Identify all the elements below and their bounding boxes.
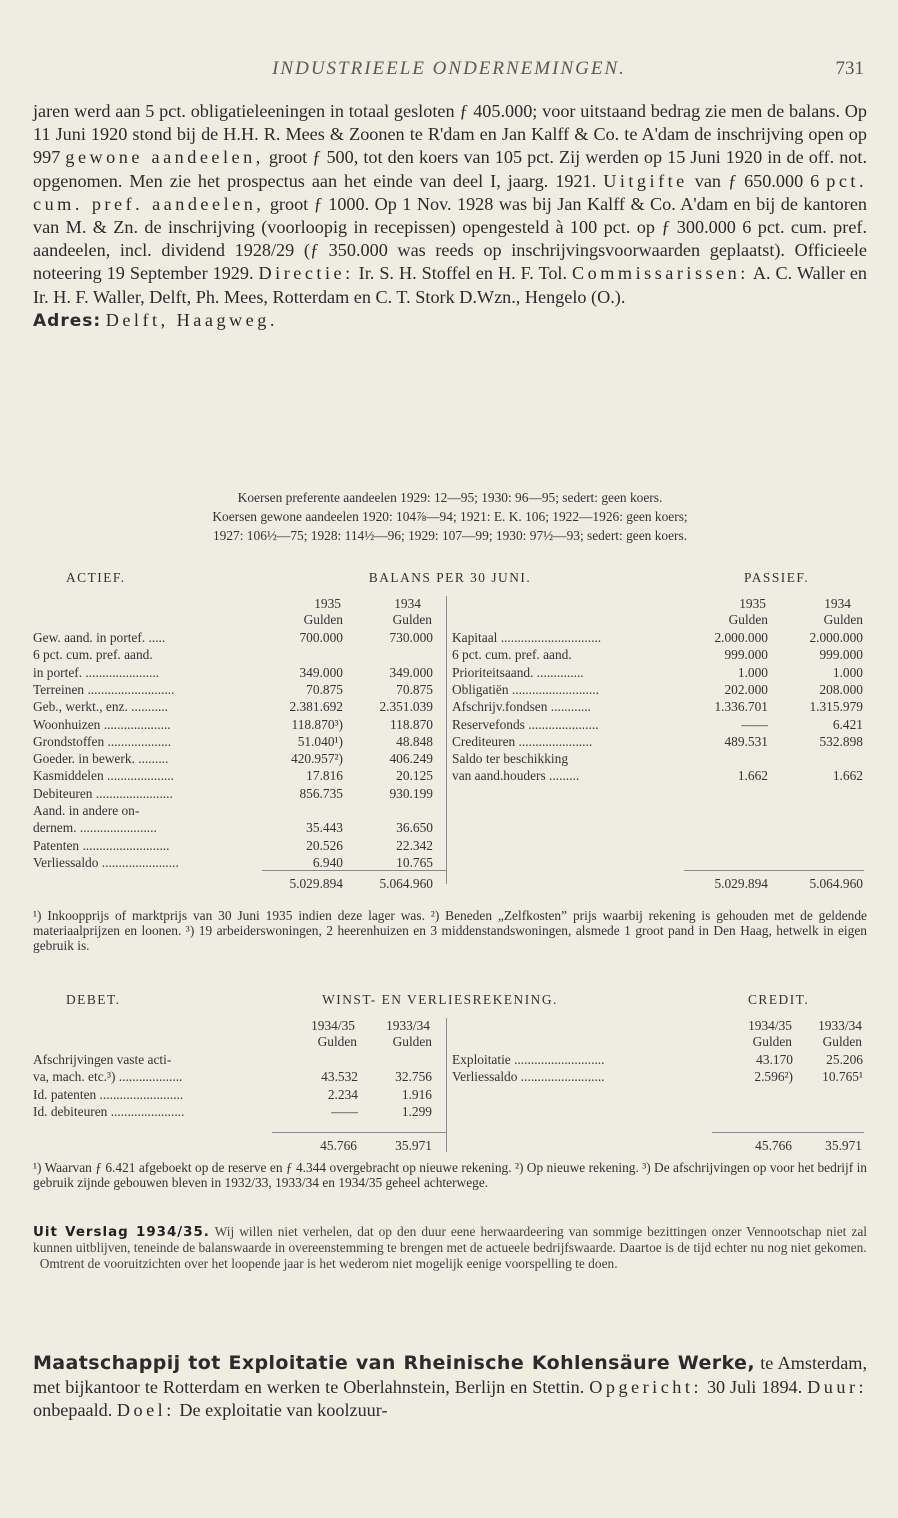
actief-row-value: 2.351.039	[379, 699, 433, 715]
intro-text: groot ƒ 1000. Op 1 Nov. 1928 was bij Jan Kalff & Co. A'dam en bij de kantoren van M. & Zn. de inschrijving (voorloopig in recepissen) opengesteld à 100 pct. op ƒ 300.000 6 pct. cum. pref. aandeelen, incl. dividend 1928/29 (ƒ 350.000 was reeds op inschrijvingsvoorwaarden geplaatst). Officieele noteering 19 September 1929.	[33, 193, 868, 284]
passief-row-label: Afschrijv.fondsen ............	[452, 699, 591, 715]
adres-value: Delft, Haagweg.	[105, 309, 278, 330]
verslag-paragraph-1: Wij willen niet verhelen, dat op den duur eene herwaardeering van sommige bezittingen onzer Vennootschap niet zal kunnen uitblijven, teneinde de balanswaarde in overeenstemming te brengen met de actueele bedrijfswaarde. Daartoe is de tijd echter nu nog niet gekomen.	[33, 1224, 867, 1256]
actief-row-label: Goeder. in bewerk. .........	[33, 751, 169, 767]
debet-unit-2: Gulden	[392, 1034, 432, 1049]
actief-row-label: Debiteuren .......................	[33, 785, 173, 801]
running-header	[0, 58, 898, 88]
passief-col-1934: 1934	[824, 596, 851, 611]
passief-row-value: 1.315.979	[809, 699, 863, 715]
intro-text: groot ƒ 500, tot den koers van 105 pct. Zij werden op 15 Juni 1920 in de off. not. opgenomen. Men zie het prospectus aan het einde van deel I, jaarg. 1921.	[33, 147, 868, 191]
passief-row-value: 999.000	[724, 647, 768, 663]
actief-row-value: 20.526	[306, 837, 343, 853]
actief-row-label: Verliessaldo .......................	[33, 854, 179, 870]
debet-total-2: 35.971	[395, 1138, 432, 1153]
credit-unit-2: Gulden	[822, 1034, 862, 1049]
passief-row-label: Kapitaal ..............................	[452, 630, 602, 645]
actief-row-label: Grondstoffen ...................	[33, 733, 172, 749]
koersen-gewone-cont: 1927: 106½—75; 1928: 114½—96; 1929: 107—99; 1930: 97½—93; sedert: geen koers.	[212, 528, 688, 543]
actief-row-value: 22.342	[396, 837, 433, 853]
actief-row-value: 17.816	[306, 768, 343, 784]
debet-row-value: 43.532	[321, 1069, 358, 1085]
actief-row-value: 6.940	[312, 854, 343, 870]
commissarissen-value: A. C. Waller en Ir. H. F. Waller, Delft, Ph. Mees, Rotterdam en C. T. Stork D.Wzn., Hengelo (O.).	[33, 263, 868, 307]
koersen-gewone: Koersen gewone aandeelen 1920: 104⅞—94; 1921: E. K. 106; 1922—1926: geen koers;	[212, 509, 688, 524]
commissarissen-label: Commissarissen:	[572, 263, 749, 284]
actief-col-1935: 1935	[314, 596, 341, 611]
actief-row-label: 6 pct. cum. pref. aand.	[33, 647, 153, 663]
passief-row-value: 6.421	[832, 716, 863, 732]
credit-total-1: 45.766	[755, 1138, 792, 1153]
actief-unit-1: Gulden	[303, 612, 343, 627]
actief-row-value: 118.870³)	[291, 716, 343, 732]
debet-row-label: va, mach. etc.³) ...................	[33, 1069, 183, 1085]
passief-row-value: 532.898	[819, 733, 863, 749]
actief-total-1935: 5.029.894	[289, 876, 343, 891]
passief-row-value: 1.662	[832, 768, 863, 784]
passief-row-value: 1.336.701	[714, 699, 768, 715]
opgericht-label: Opgericht:	[589, 1376, 702, 1397]
actief-row-value: 2.381.692	[289, 699, 343, 715]
actief-row-value: 10.765	[396, 854, 433, 870]
credit-row-value: 43.170	[756, 1052, 793, 1067]
passief-row-value: 208.000	[819, 681, 863, 697]
actief-row-value: 51.040¹)	[297, 733, 343, 749]
actief-row-value: 349.000	[389, 664, 433, 680]
passief-row-label: Obligatiën ..........................	[452, 681, 599, 697]
passief-row-value: 2.000.000	[809, 630, 863, 645]
actief-total-rule	[262, 870, 446, 871]
debet-col-2: 1933/34	[386, 1018, 430, 1033]
actief-row-value: 35.443	[306, 820, 343, 836]
passief-col-1935: 1935	[739, 596, 766, 611]
passief-row-value: 1.000	[737, 664, 768, 680]
opgericht-value: 30 Juli 1894.	[706, 1376, 803, 1397]
actief-unit-2: Gulden	[392, 612, 432, 627]
credit-total-rule	[712, 1132, 864, 1133]
doel-label: Doel:	[116, 1400, 175, 1420]
actief-row-value: 349.000	[299, 664, 343, 680]
debet-row-label: Afschrijvingen vaste acti-	[33, 1052, 172, 1067]
debet-row-label: Id. debiteuren ......................	[33, 1103, 185, 1119]
credit-total-2: 35.971	[825, 1138, 862, 1153]
profit-loss-account	[0, 992, 898, 1162]
credit-row-label: Exploitatie ...........................	[452, 1052, 605, 1067]
balans-footnote: ¹) Inkoopprijs of marktprijs van 30 Juni 1935 indien deze lager was. ²) Beneden „Zelfkosten” prijs waarbij rekening is gehouden met de geldende materiaalprijzen en loonen. ³) 19 arbeiderswoningen, 2 heerenhuizen en 3 middenstandswoningen, alsmede 1 groot pand in Den Haag, hetwelk in eigen gebruik is.	[33, 908, 867, 953]
debet-total-rule	[272, 1132, 446, 1133]
actief-label: ACTIEF.	[66, 570, 126, 585]
actief-row-label: Gew. aand. in portef. .....	[33, 630, 166, 645]
duur-value: onbepaald.	[33, 1400, 113, 1420]
passief-row-value: ——	[741, 716, 768, 732]
duur-label: Duur:	[807, 1376, 868, 1397]
actief-row-label: Geb., werkt., enz. ...........	[33, 699, 168, 715]
credit-col-1: 1934/35	[748, 1018, 792, 1033]
debet-col-1: 1934/35	[311, 1018, 355, 1033]
passief-row-label: Prioriteitsaand. ..............	[452, 664, 584, 680]
actief-row-label: in portef. ......................	[33, 664, 160, 680]
debet-row-value: 32.756	[395, 1069, 432, 1085]
passief-row-value: 1.000	[832, 664, 863, 680]
actief-col-1934: 1934	[394, 596, 421, 611]
credit-row-value: 25.206	[826, 1052, 863, 1067]
passief-row-label: Crediteuren ......................	[452, 733, 593, 749]
actief-row-value: 36.650	[396, 820, 433, 836]
passief-total-1934: 5.064.960	[809, 876, 863, 891]
winst-divider	[446, 1018, 447, 1152]
balance-sheet	[0, 570, 898, 890]
passief-row-value: 202.000	[724, 681, 768, 697]
intro-text: jaren werd aan 5 pct. obligatieleeningen in totaal gesloten ƒ 405.000; voor uitstaand bedrag zie men de balans. Op 11 Juni 1920 stond bij de H.H. R. Mees & Zoonen te R'dam en Jan Kalff & Co. te A'dam de inschrijving open op 997	[33, 101, 867, 168]
header-title: INDUSTRIEELE ONDERNEMINGEN.	[272, 58, 626, 79]
verslag-paragraph-2: Omtrent de vooruitzichten over het loopende jaar is het wederom niet mogelijk eenige voorspelling te doen.	[39, 1255, 618, 1271]
passief-row-value: 2.000.000	[714, 630, 768, 645]
debet-row-value: ——	[331, 1103, 358, 1119]
debet-unit-1: Gulden	[317, 1034, 357, 1049]
winst-footnote: ¹) Waarvan ƒ 6.421 afgeboekt op de reserve en ƒ 4.344 overgebracht op nieuwe rekening. ²) Op nieuwe rekening. ³) De afschrijvingen op voor het bedrijf in gebruik zijnde gebouwen bleven in 1932/33, 1933/34 en 1934/35 geheel achterwege.	[33, 1160, 867, 1190]
debet-row-label: Id. patenten .........................	[33, 1086, 184, 1102]
actief-row-value: 730.000	[389, 630, 433, 645]
company-name: Maatschappij tot Exploitatie van Rheinische Kohlensäure Werke,	[33, 1352, 755, 1374]
verslag-heading: Uit Verslag 1934/35.	[33, 1225, 210, 1240]
passief-unit-1: Gulden	[728, 612, 768, 627]
credit-row-value: 10.765¹	[822, 1069, 863, 1085]
passief-row-value: 1.662	[737, 768, 768, 784]
share-prices	[33, 488, 867, 545]
balans-title: BALANS PER 30 JUNI.	[368, 570, 532, 585]
actief-row-label: Aand. in andere on-	[33, 803, 140, 818]
actief-row-label: Woonhuizen ....................	[33, 716, 171, 732]
passief-row-label: Saldo ter beschikking	[452, 751, 569, 767]
page-number: 731	[835, 58, 864, 79]
actief-total-1934: 5.064.960	[379, 876, 433, 891]
balans-divider	[446, 596, 447, 884]
passief-row-label: 6 pct. cum. pref. aand.	[452, 647, 572, 663]
credit-row-value: 2.596²)	[754, 1069, 793, 1085]
adres-label: Adres:	[33, 310, 102, 331]
credit-row-label: Verliessaldo .........................	[452, 1069, 605, 1085]
actief-row-label: Terreinen ..........................	[33, 681, 175, 697]
pref-aandeelen-term: pct. cum. pref. aandeelen,	[33, 170, 868, 214]
actief-row-value: 48.848	[396, 733, 433, 749]
debet-row-value: 1.916	[401, 1086, 432, 1102]
actief-row-value: 70.875	[306, 681, 343, 697]
directie-label: Directie:	[258, 263, 354, 284]
debet-label: DEBET.	[66, 992, 121, 1007]
debet-row-value: 1.299	[401, 1103, 432, 1119]
passief-row-label: Reservefonds .....................	[452, 716, 599, 732]
company-location: te Amsterdam, met bijkantoor te Rotterdam en werken te Oberlahnstein, Berlijn en Stettin.	[33, 1353, 868, 1397]
uitgifte-term: Uitgifte	[603, 170, 688, 191]
credit-col-2: 1933/34	[818, 1018, 862, 1033]
next-company-entry	[33, 1352, 867, 1423]
actief-row-value: 930.199	[389, 785, 433, 801]
koersen-preferente: Koersen preferente aandeelen 1929: 12—95; 1930: 96—95; sedert: geen koers.	[237, 490, 663, 505]
actief-row-value: 856.735	[299, 785, 343, 801]
actief-row-label: Kasmiddelen ....................	[33, 768, 174, 784]
actief-row-value: 118.870	[389, 716, 433, 732]
gewone-aandeelen-term: gewone aandeelen,	[65, 147, 264, 168]
passief-row-value: 999.000	[819, 647, 863, 663]
passief-row-label: van aand.houders .........	[452, 768, 580, 784]
actief-row-value: 700.000	[299, 630, 343, 645]
passief-unit-2: Gulden	[823, 612, 863, 627]
actief-row-value: 20.125	[396, 768, 433, 784]
winst-title: WINST- EN VERLIESREKENING.	[322, 992, 558, 1007]
debet-total-1: 45.766	[320, 1138, 357, 1153]
directie-value: Ir. S. H. Stoffel en H. F. Tol.	[358, 263, 568, 284]
actief-row-value: 420.957²)	[291, 751, 343, 767]
actief-row-value: 406.249	[389, 751, 433, 767]
passief-label: PASSIEF.	[744, 570, 810, 585]
doel-value: De exploitatie van koolzuur-	[179, 1400, 388, 1420]
annual-report-excerpt	[33, 1224, 867, 1271]
company-description	[33, 100, 867, 333]
passief-total-rule	[684, 870, 864, 871]
credit-unit-1: Gulden	[752, 1034, 792, 1049]
credit-label: CREDIT.	[748, 992, 810, 1007]
passief-row-value: 489.531	[724, 733, 768, 749]
actief-row-label: dernem. .......................	[33, 820, 157, 836]
actief-row-label: Patenten ..........................	[33, 837, 170, 853]
passief-total-1935: 5.029.894	[714, 876, 768, 891]
debet-row-value: 2.234	[327, 1086, 358, 1102]
intro-text: van ƒ 650.000 6	[694, 170, 820, 191]
actief-row-value: 70.875	[396, 681, 433, 697]
